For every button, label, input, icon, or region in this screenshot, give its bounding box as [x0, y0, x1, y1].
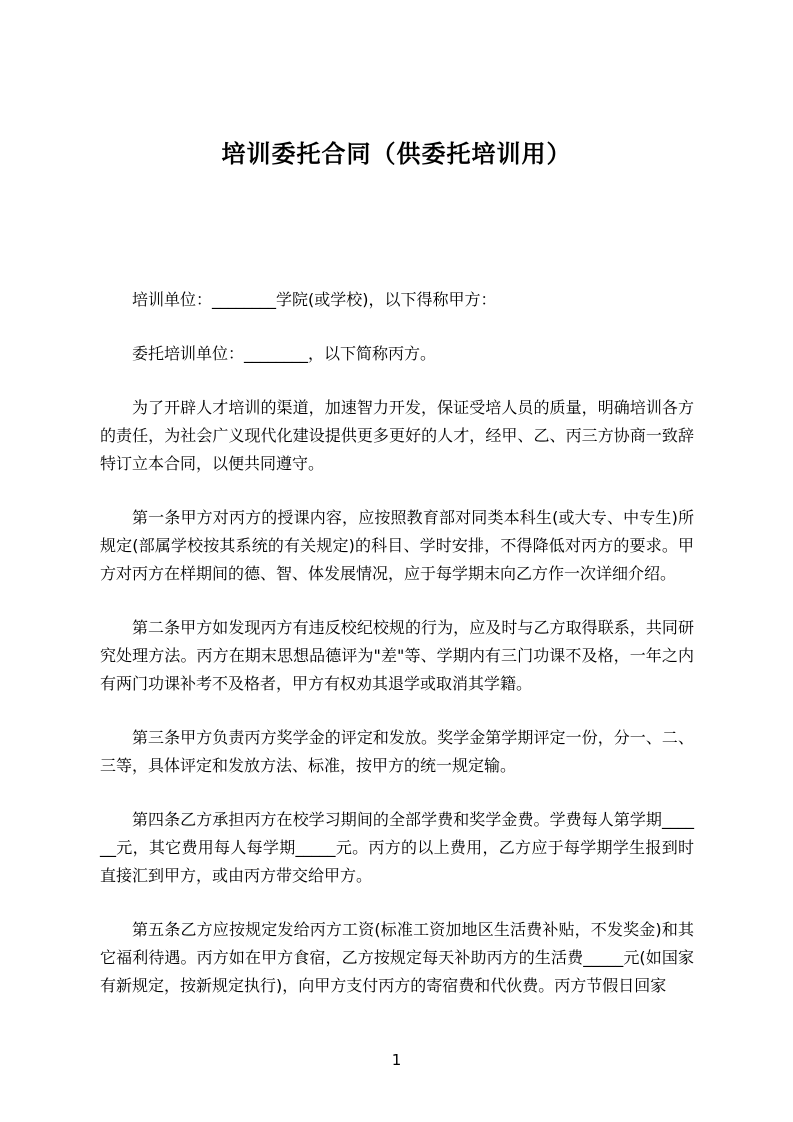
paragraph-article-2: 第二条甲方如发现丙方有违反校纪校规的行为，应及时与乙方取得联系，共同研究处理方法。丙方在期末思想品德评为"差"等、学期内有三门功课不及格，一年之内有两门功课补考不及格者，甲方有权劝其退学或取消其学籍。 — [100, 618, 694, 693]
paragraph-article-4: 第四条乙方承担丙方在校学习期间的全部学费和奖学金费。学费每人第学期______元，其它费用每人每学期_____元。丙方的以上费用，乙方应于每学期学生报到时直接汇到甲方，或由丙方带交给甲方。 — [100, 810, 694, 885]
paragraph-preamble: 为了开辟人才培训的渠道，加速智力开发，保证受培人员的质量，明确培训各方的责任，为社会广义现代化建设提供更多更好的人才，经甲、乙、丙三方协商一致辞特订立本合同，以便共同遵守。 — [100, 398, 694, 473]
page-number: 1 — [391, 1051, 402, 1069]
paragraph-article-3: 第三条甲方负责丙方奖学金的评定和发放。奖学金第学期评定一份，分一、二、三等，具体评定和发放方法、标准，按甲方的统一规定输。 — [100, 728, 694, 775]
paragraph-article-5: 第五条乙方应按规定发给丙方工资(标准工资加地区生活费补贴，不发奖金)和其它福利待遇。丙方如在甲方食宿，乙方按规定每天补助丙方的生活费_____元(如国家有新规定，按新规定执行)，向甲方支付丙方的寄宿费和代伙费。丙方节假日回家 — [100, 920, 694, 995]
document-body — [100, 286, 694, 1026]
paragraph-article-1: 第一条甲方对丙方的授课内容，应按照教育部对同类本科生(或大专、中专生)所规定(部属学校按其系统的有关规定)的科目、学时安排，不得降低对丙方的要求。甲方对丙方在样期间的德、智、体发展情况，应于每学期末向乙方作一次详细介绍。 — [100, 508, 694, 583]
document-title: 培训委托合同（供委托培训用） — [221, 140, 572, 168]
paragraph-party-a: 培训单位：________学院(或学校)，以下得称甲方： — [132, 290, 497, 309]
paragraph-party-c: 委托培训单位：________，以下简称丙方。 — [132, 344, 437, 363]
